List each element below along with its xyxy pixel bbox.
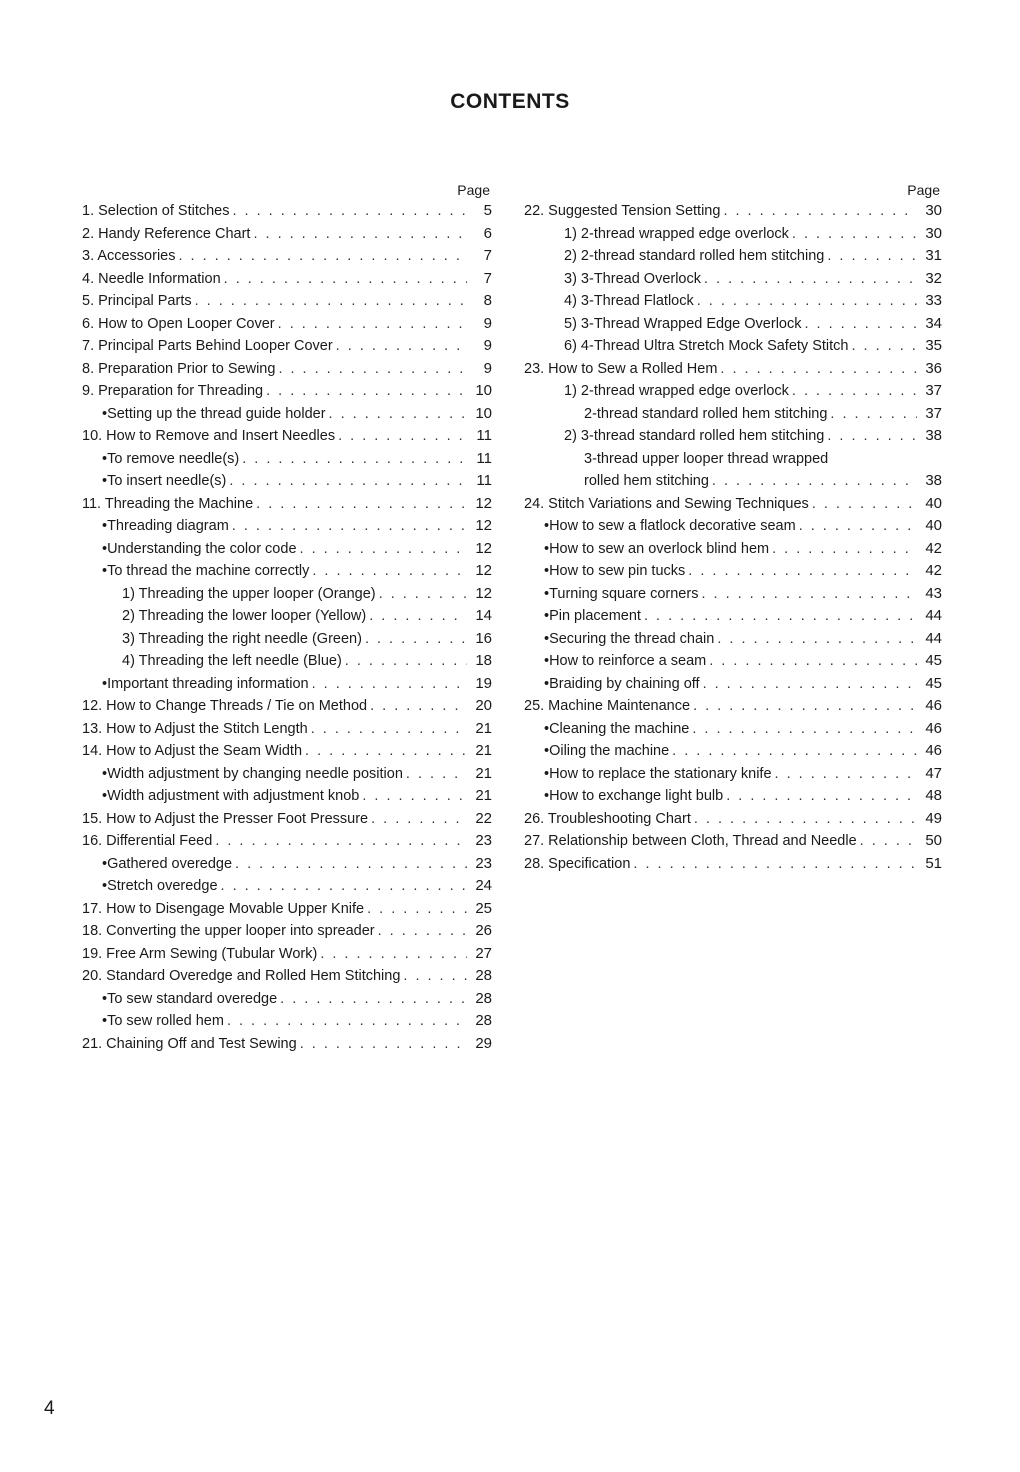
toc-entry-title: •To thread the machine correctly [102, 563, 310, 579]
dot-leader [726, 785, 917, 808]
toc-entry-page: 14 [475, 607, 492, 624]
dot-leader [320, 943, 467, 966]
toc-entry-title: 6) 4-Thread Ultra Stretch Mock Safety Stitch [564, 338, 849, 354]
toc-entry [524, 763, 942, 786]
toc-entries [524, 200, 942, 875]
toc-entry-page: 12 [475, 584, 492, 602]
toc-entry-page: 25 [475, 899, 492, 917]
dot-leader [692, 718, 917, 741]
toc-entry-title: 2-thread standard rolled hem stitching [584, 405, 828, 422]
toc-entry-title: 3) Threading the right needle (Green) [122, 630, 362, 647]
dot-leader [371, 808, 467, 831]
toc-entry-page: 12 [475, 517, 492, 534]
toc-entry-title: 22. Suggested Tension Setting [524, 203, 721, 219]
dot-leader [338, 425, 467, 448]
toc-entry-page: 11 [476, 449, 492, 467]
toc-entry-page: 12 [475, 562, 492, 579]
toc-entry-page: 20 [475, 697, 492, 714]
toc-entry [524, 695, 942, 718]
toc-entry-title: •How to reinforce a seam [544, 653, 707, 669]
toc-entry-page: 45 [925, 652, 942, 669]
toc-entry-page: 21 [475, 742, 492, 759]
toc-entry-page: 23 [475, 854, 492, 872]
dot-leader [336, 335, 467, 358]
dot-leader [345, 650, 467, 673]
toc-entry [82, 538, 492, 561]
toc-entry [82, 358, 492, 381]
toc-entry-page: 38 [925, 472, 942, 489]
dot-leader [403, 965, 467, 988]
toc-entry-title: 25. Machine Maintenance [524, 698, 691, 714]
toc-entry-title: •Stretch overedge [102, 878, 218, 894]
toc-entry-title: 24. Stitch Variations and Sewing Techniques [524, 495, 809, 512]
toc-entry [524, 268, 942, 291]
toc-entry-page: 6 [483, 224, 492, 242]
toc-entry-page: 47 [925, 764, 942, 782]
toc-entry-page: 44 [925, 607, 942, 624]
toc-entry [82, 718, 492, 741]
dot-leader [179, 245, 468, 268]
toc-entry [524, 808, 942, 831]
toc-entry [524, 628, 942, 651]
toc-entries [82, 200, 492, 1055]
toc-entry [82, 223, 492, 246]
toc-entry-page: 30 [925, 224, 942, 242]
dot-leader [266, 380, 467, 403]
toc-entry-page: 8 [483, 292, 492, 309]
dot-leader [709, 650, 917, 673]
toc-entry [82, 785, 492, 808]
toc-entry-page: 34 [925, 314, 942, 332]
toc-entry-page: 37 [925, 404, 942, 422]
toc-entry [524, 425, 942, 448]
dot-leader [827, 245, 917, 268]
toc-entry [524, 200, 942, 223]
toc-entry-page: 51 [925, 854, 942, 872]
toc-entry-page: 10 [475, 404, 492, 422]
toc-entry-title: 4) Threading the left needle (Blue) [122, 653, 342, 669]
toc-entry-page: 22 [475, 809, 492, 827]
toc-entry [524, 515, 942, 538]
toc-entry-title: 15. How to Adjust the Presser Foot Pressure [82, 810, 369, 827]
toc-entry-title: •How to sew a flatlock decorative seam [544, 518, 796, 534]
toc-entry-page: 28 [475, 1012, 492, 1029]
toc-entry-page: 50 [925, 832, 942, 849]
dot-leader [697, 290, 917, 313]
dot-leader [329, 403, 467, 426]
toc-entry [82, 920, 492, 943]
toc-entry-page: 40 [925, 494, 942, 512]
dot-leader [701, 583, 917, 606]
toc-entry-page: 28 [475, 967, 492, 984]
dot-leader [805, 313, 918, 336]
toc-entry-page: 21 [475, 787, 492, 804]
toc-entry-page: 21 [475, 719, 492, 737]
toc-entry-title: 18. Converting the upper looper into spreader [82, 923, 375, 939]
toc-entry-title: 9. Preparation for Threading [82, 383, 264, 399]
dot-leader [644, 605, 917, 628]
toc-entry [82, 1033, 492, 1056]
toc-entry-title: 20. Standard Overedge and Rolled Hem Stitching [82, 968, 401, 984]
toc-entry-page: 46 [925, 719, 942, 737]
dot-leader [378, 920, 467, 943]
toc-entry-page: 42 [925, 562, 942, 579]
dot-leader [221, 875, 467, 898]
toc-entry-title: •To remove needle(s) [102, 450, 240, 467]
toc-entry-title: •Understanding the color code [102, 540, 297, 557]
toc-entry [82, 200, 492, 223]
toc-entry-page: 46 [925, 697, 942, 714]
toc-entry [82, 470, 492, 493]
toc-entry-title: 2) 3-thread standard rolled hem stitching [564, 428, 825, 444]
toc-entry-page: 7 [483, 269, 492, 287]
toc-entry-title: 4) 3-Thread Flatlock [564, 293, 694, 309]
toc-entry [524, 313, 942, 336]
toc-entry-title: 23. How to Sew a Rolled Hem [524, 360, 718, 377]
dot-leader [379, 583, 467, 606]
toc-entry [82, 268, 492, 291]
toc-entry [82, 943, 492, 966]
toc-entry [524, 560, 942, 583]
dot-leader [215, 830, 467, 853]
toc-entry-page: 37 [925, 382, 942, 399]
dot-leader [723, 200, 917, 223]
dot-leader [672, 740, 917, 763]
toc-entry-title: 1) 2-thread wrapped edge overlock [564, 383, 789, 399]
toc-entry-page: 23 [475, 832, 492, 849]
toc-entry [82, 853, 492, 876]
toc-entry-title: •Important threading information [102, 675, 309, 692]
toc-entry-title: •Width adjustment with adjustment knob [102, 788, 360, 804]
toc-entry-title: •How to sew pin tucks [544, 563, 686, 579]
toc-entry-title: •Width adjustment by changing needle position [102, 765, 403, 782]
toc-entry-page: 33 [925, 292, 942, 309]
toc-entry [82, 808, 492, 831]
toc-entry-title: 3) 3-Thread Overlock [564, 270, 701, 287]
toc-entry [82, 313, 492, 336]
toc-right-column [524, 180, 942, 875]
toc-entry-title: 2. Handy Reference Chart [82, 225, 251, 242]
dot-leader [369, 605, 467, 628]
dot-leader [278, 358, 467, 381]
toc-entry-title: 7. Principal Parts Behind Looper Cover [82, 338, 333, 354]
toc-entry-title: •Pin placement [544, 608, 641, 624]
toc-entry [524, 673, 942, 696]
toc-entry-page: 18 [475, 652, 492, 669]
toc-entry-title: 5) 3-Thread Wrapped Edge Overlock [564, 315, 802, 332]
dot-leader [312, 673, 467, 696]
toc-entry-page: 46 [925, 742, 942, 759]
toc-entry [524, 470, 942, 493]
toc-entry [82, 290, 492, 313]
toc-entry-title: 3. Accessories [82, 248, 176, 264]
toc-entry [82, 335, 492, 358]
toc-entry-page: 26 [475, 922, 492, 939]
toc-entry [82, 515, 492, 538]
toc-entry-page: 38 [925, 427, 942, 444]
toc-entry-title: •How to sew an overlock blind hem [544, 540, 770, 557]
toc-entry [524, 493, 942, 516]
toc-entry [524, 223, 942, 246]
page-number: 4 [44, 1398, 55, 1419]
toc-entry [524, 583, 942, 606]
toc-entry [524, 448, 942, 471]
toc-entry [524, 403, 942, 426]
toc-entry [524, 853, 942, 876]
toc-entry-page: 42 [925, 539, 942, 557]
toc-entry-page: 11 [476, 472, 492, 489]
toc-entry-page: 32 [925, 269, 942, 287]
toc-entry-page: 35 [925, 337, 942, 354]
toc-entry-title: •Gathered overedge [102, 855, 233, 872]
toc-entry [82, 740, 492, 763]
dot-leader [365, 628, 467, 651]
dot-leader [830, 403, 917, 426]
toc-entry [82, 380, 492, 403]
toc-entry [82, 425, 492, 448]
toc-entry [82, 560, 492, 583]
dot-leader [253, 223, 467, 246]
toc-entry [82, 448, 492, 471]
dot-leader [688, 560, 917, 583]
dot-leader [812, 493, 917, 516]
dot-leader [229, 470, 467, 493]
toc-entry-title: 2) Threading the lower looper (Yellow) [122, 608, 367, 624]
toc-entry-page: 24 [475, 877, 492, 894]
dot-leader [406, 763, 467, 786]
toc-entry-page: 44 [925, 629, 942, 647]
page-column-header: Page [907, 182, 940, 198]
toc-entry [524, 380, 942, 403]
toc-entry-title: 13. How to Adjust the Stitch Length [82, 720, 308, 737]
toc-entry-title: 26. Troubleshooting Chart [524, 810, 691, 827]
toc-entry [524, 358, 942, 381]
toc-entry-title: 16. Differential Feed [82, 833, 213, 849]
toc-entry-title: •Oiling the machine [544, 743, 670, 759]
toc-entry-page: 36 [925, 359, 942, 377]
dot-leader [235, 853, 467, 876]
toc-entry-page: 30 [925, 202, 942, 219]
dot-leader [232, 515, 467, 538]
toc-entry-title: •How to replace the stationary knife [544, 765, 772, 782]
toc-entry-title: 1) 2-thread wrapped edge overlock [564, 225, 789, 242]
dot-leader [367, 898, 467, 921]
toc-entry [82, 763, 492, 786]
toc-entry-title: •How to exchange light bulb [544, 788, 724, 804]
toc-entry [82, 605, 492, 628]
toc-entry-title: rolled hem stitching [584, 473, 709, 489]
toc-entry [82, 245, 492, 268]
dot-leader [195, 290, 467, 313]
toc-entry [82, 898, 492, 921]
toc-entry-page: 9 [483, 314, 492, 332]
dot-leader [227, 1010, 467, 1033]
toc-entry-title: •Braiding by chaining off [544, 675, 700, 692]
toc-entry-page: 43 [925, 584, 942, 602]
dot-leader [772, 538, 917, 561]
toc-left-column [82, 180, 492, 1055]
toc-entry [82, 875, 492, 898]
toc-entry-title: 28. Specification [524, 855, 631, 872]
toc-entry-title: 10. How to Remove and Insert Needles [82, 428, 336, 444]
toc-entry-page: 31 [925, 247, 942, 264]
toc-entry [82, 493, 492, 516]
toc-entry-title: 14. How to Adjust the Seam Width [82, 743, 303, 759]
dot-leader [799, 515, 917, 538]
dot-leader [720, 358, 917, 381]
toc-entry-page: 16 [475, 629, 492, 647]
toc-entry-page: 29 [475, 1034, 492, 1052]
dot-leader [256, 493, 467, 516]
toc-entry-page: 40 [925, 517, 942, 534]
toc-entry-title: 11. Threading the Machine [82, 495, 254, 512]
toc-entry-title: 21. Chaining Off and Test Sewing [82, 1035, 297, 1052]
dot-leader [693, 695, 917, 718]
dot-leader [300, 1033, 467, 1056]
toc-entry-title: 8. Preparation Prior to Sewing [82, 360, 276, 377]
toc-entry-title: 3-thread upper looper thread wrapped [584, 450, 829, 467]
dot-leader [370, 695, 467, 718]
toc-entry [524, 245, 942, 268]
toc-entry-title: •To insert needle(s) [102, 473, 227, 489]
dot-leader [851, 335, 917, 358]
dot-leader [775, 763, 917, 786]
dot-leader [717, 628, 917, 651]
dot-leader [792, 380, 917, 403]
page-column-header: Page [457, 182, 490, 198]
dot-leader [860, 830, 917, 853]
toc-entry [524, 830, 942, 853]
toc-entry [524, 650, 942, 673]
toc-entry-title: 4. Needle Information [82, 270, 221, 287]
dot-leader [233, 200, 468, 223]
dot-leader [792, 223, 917, 246]
toc-entry [82, 830, 492, 853]
toc-entry [524, 718, 942, 741]
toc-entry-page: 10 [475, 382, 492, 399]
toc-entry [524, 538, 942, 561]
toc-entry-title: 1) Threading the upper looper (Orange) [122, 585, 376, 602]
dot-leader [224, 268, 467, 291]
toc-entry [524, 605, 942, 628]
toc-entry-page: 12 [475, 539, 492, 557]
toc-entry [82, 403, 492, 426]
toc-entry-page: 7 [483, 247, 492, 264]
dot-leader [300, 538, 467, 561]
dot-leader [280, 988, 467, 1011]
toc-entry [82, 965, 492, 988]
toc-entry [524, 740, 942, 763]
toc-entry [82, 583, 492, 606]
toc-entry [524, 335, 942, 358]
toc-entry-page: 12 [475, 494, 492, 512]
dot-leader [694, 808, 917, 831]
toc-entry-title: •Turning square corners [544, 585, 699, 602]
toc-entry-title: •Threading diagram [102, 518, 229, 534]
dot-leader [633, 853, 917, 876]
dot-leader [362, 785, 467, 808]
toc-entry-title: 2) 2-thread standard rolled hem stitching [564, 248, 825, 264]
toc-entry-title: 27. Relationship between Cloth, Thread and Needle [524, 833, 857, 849]
toc-entry-page: 21 [475, 764, 492, 782]
toc-entry-page: 9 [483, 359, 492, 377]
toc-entry-page: 5 [483, 202, 492, 219]
toc-entry-page: 28 [475, 989, 492, 1007]
dot-leader [704, 268, 917, 291]
toc-entry-page: 45 [925, 674, 942, 692]
toc-entry [82, 628, 492, 651]
dot-leader [278, 313, 467, 336]
toc-entry-page: 9 [483, 337, 492, 354]
toc-entry-title: 1. Selection of Stitches [82, 203, 230, 219]
dot-leader [827, 425, 917, 448]
toc-entry-page: 11 [476, 427, 492, 444]
toc-entry [82, 695, 492, 718]
toc-entry-title: 12. How to Change Threads / Tie on Method [82, 698, 368, 714]
toc-entry [524, 290, 942, 313]
toc-entry-title: 6. How to Open Looper Cover [82, 315, 275, 332]
toc-entry-title: •To sew rolled hem [102, 1013, 224, 1029]
toc-entry-page: 27 [475, 944, 492, 962]
toc-entry-title: 19. Free Arm Sewing (Tubular Work) [82, 945, 318, 962]
toc-entry-page: 49 [925, 809, 942, 827]
dot-leader [305, 740, 467, 763]
toc-entry-title: •To sew standard overedge [102, 990, 278, 1007]
dot-leader [311, 718, 467, 741]
toc-entry [82, 1010, 492, 1033]
dot-leader [703, 673, 917, 696]
dot-leader [242, 448, 467, 471]
toc-entry [524, 785, 942, 808]
toc-entry-page: 19 [475, 674, 492, 692]
toc-entry-page: 48 [925, 787, 942, 804]
toc-entry-title: •Setting up the thread guide holder [102, 405, 326, 422]
toc-entry [82, 673, 492, 696]
dot-leader [312, 560, 467, 583]
toc-entry [82, 650, 492, 673]
toc-entry-title: 17. How to Disengage Movable Upper Knife [82, 900, 365, 917]
toc-entry [82, 988, 492, 1011]
dot-leader [712, 470, 917, 493]
toc-entry-title: 5. Principal Parts [82, 293, 192, 309]
toc-entry-title: •Cleaning the machine [544, 720, 690, 737]
toc-entry-title: •Securing the thread chain [544, 630, 715, 647]
page-title: CONTENTS [450, 90, 570, 113]
